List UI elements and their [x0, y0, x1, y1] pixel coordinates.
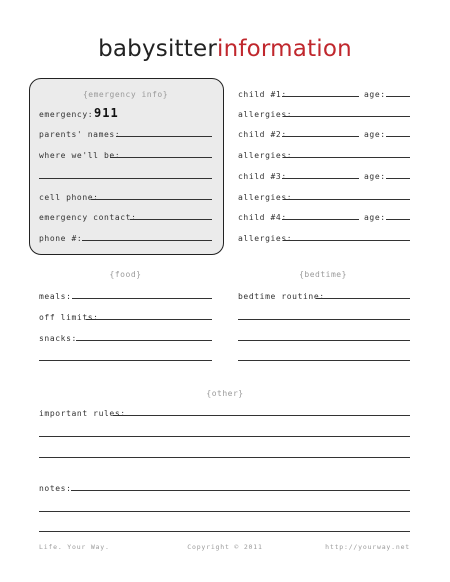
- off-limits-field[interactable]: [86, 319, 212, 320]
- emergency-number: 911: [94, 106, 119, 120]
- child-2-name-field[interactable]: [282, 136, 359, 137]
- important-rules-label: important rules:: [39, 409, 126, 418]
- child-3-label: child #3:: [238, 172, 287, 181]
- meals-label: meals:: [39, 292, 72, 301]
- child-3-allergies-label: allergies:: [238, 193, 293, 202]
- child-1-age-field[interactable]: [386, 96, 410, 97]
- child-3-allergies-field[interactable]: [283, 199, 410, 200]
- child-2-age-label: age:: [364, 130, 386, 139]
- child-4-allergies-field[interactable]: [283, 240, 410, 241]
- snacks-label: snacks:: [39, 334, 77, 343]
- title-part-1: babysitter: [98, 36, 217, 62]
- where-we-will-be-field[interactable]: [110, 157, 212, 158]
- emergency-info-heading: {emergency info}: [82, 90, 169, 99]
- where-we-will-be-field-2[interactable]: [39, 178, 212, 179]
- notes-field-3[interactable]: [39, 531, 410, 532]
- important-rules-field-3[interactable]: [39, 457, 410, 458]
- important-rules-field[interactable]: [113, 415, 410, 416]
- bedtime-routine-field-2[interactable]: [238, 319, 410, 320]
- food-heading: {food}: [109, 270, 142, 279]
- bedtime-routine-field-3[interactable]: [238, 340, 410, 341]
- bedtime-heading: {bedtime}: [299, 270, 347, 279]
- child-2-age-field[interactable]: [386, 136, 410, 137]
- footer-tagline: Life. Your Way.: [39, 543, 110, 551]
- cell-phone-label: cell phone:: [39, 193, 99, 202]
- emergency-contact-field[interactable]: [130, 219, 212, 220]
- notes-label: notes:: [39, 484, 72, 493]
- where-we-will-be-label: where we'll be:: [39, 151, 121, 160]
- child-4-name-field[interactable]: [282, 219, 359, 220]
- bedtime-routine-field-4[interactable]: [238, 360, 410, 361]
- notes-field-2[interactable]: [39, 511, 410, 512]
- other-heading: {other}: [206, 389, 244, 398]
- child-4-allergies-label: allergies:: [238, 234, 293, 243]
- cell-phone-field[interactable]: [91, 199, 212, 200]
- child-4-label: child #4:: [238, 213, 287, 222]
- child-3-age-label: age:: [364, 172, 386, 181]
- child-2-allergies-label: allergies:: [238, 151, 293, 160]
- emergency-label: emergency:: [39, 110, 94, 119]
- bedtime-routine-label: bedtime routine:: [238, 292, 325, 301]
- footer-link[interactable]: http://yourway.net: [325, 543, 410, 551]
- child-2-allergies-field[interactable]: [283, 157, 410, 158]
- meals-field[interactable]: [72, 298, 212, 299]
- emergency-info-box: [29, 78, 224, 255]
- snacks-field[interactable]: [76, 340, 212, 341]
- notes-field[interactable]: [71, 490, 410, 491]
- child-1-allergies-field[interactable]: [283, 116, 410, 117]
- child-1-age-label: age:: [364, 90, 386, 99]
- child-3-age-field[interactable]: [386, 178, 410, 179]
- off-limits-label: off limits:: [39, 313, 99, 322]
- child-3-name-field[interactable]: [282, 178, 359, 179]
- important-rules-field-2[interactable]: [39, 436, 410, 437]
- bedtime-routine-field[interactable]: [316, 298, 410, 299]
- child-4-age-label: age:: [364, 213, 386, 222]
- child-4-age-field[interactable]: [386, 219, 410, 220]
- phone-number-label: phone #:: [39, 234, 83, 243]
- child-2-label: child #2:: [238, 130, 287, 139]
- phone-number-field[interactable]: [82, 240, 212, 241]
- child-1-label: child #1:: [238, 90, 287, 99]
- child-1-allergies-label: allergies:: [238, 110, 293, 119]
- child-1-name-field[interactable]: [282, 96, 359, 97]
- footer-copyright: Copyright © 2011: [187, 543, 263, 551]
- parents-names-label: parents' names:: [39, 130, 121, 139]
- page-title: [0, 36, 450, 62]
- snacks-field-2[interactable]: [39, 360, 212, 361]
- title-part-2: information: [216, 36, 352, 62]
- parents-names-field[interactable]: [116, 136, 212, 137]
- emergency-contact-label: emergency contact:: [39, 213, 137, 222]
